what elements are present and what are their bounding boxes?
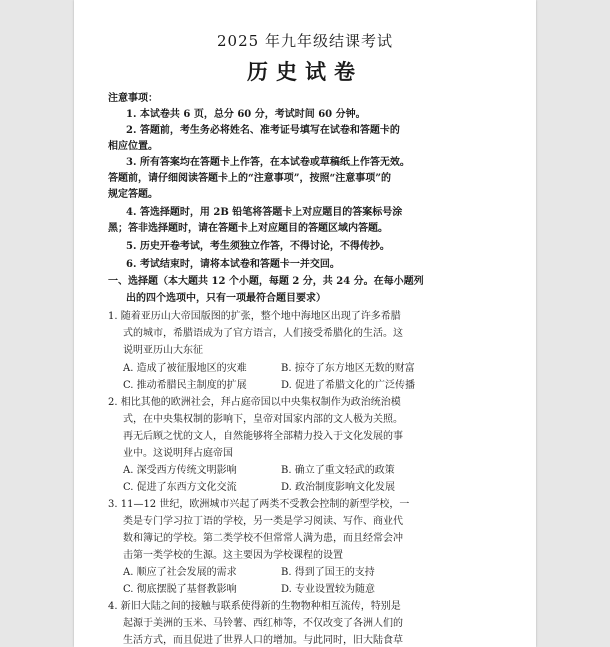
note-line: 6. 考试结束时，请将本试卷和答题卡一并交回。	[126, 259, 340, 270]
question-3-option-a: A. 顺应了社会发展的需求	[123, 567, 237, 578]
section-heading-cont: 出的四个选项中，只有一项最符合题目要求）	[126, 293, 326, 304]
question-3-option-d: D. 专业设置较为随意	[281, 584, 376, 595]
exam-page	[74, 0, 536, 647]
question-3-option-b: B. 得到了国王的支持	[281, 567, 375, 578]
question-1-option-d: D. 促进了希腊文化的广泛传播	[281, 380, 416, 391]
subject-title: 历史试卷	[247, 59, 363, 84]
question-1-stem: 式的城市，希腊语成为了官方语言，人们接受希腊化的生活。这	[123, 328, 403, 339]
question-3-stem: 3. 11—12 世纪，欧洲城市兴起了两类不受教会控制的新型学校，一	[108, 499, 410, 510]
question-1-option-a: A. 造成了被征服地区的灾难	[123, 363, 247, 374]
question-1-option-b: B. 掠夺了东方地区无数的财富	[281, 363, 415, 374]
question-4-stem: 起源于美洲的玉米、马铃薯、西红柿等，不仅改变了各洲人们的	[123, 618, 403, 629]
question-2-option-d: D. 政治制度影响文化发展	[281, 482, 396, 493]
question-1-stem: 说明亚历山大东征	[123, 345, 203, 356]
notes-heading: 注意事项：	[108, 93, 158, 104]
note-line: 2. 答题前，考生务必将姓名、准考证号填写在试卷和答题卡的	[126, 125, 400, 136]
question-2-option-c: C. 促进了东西方文化交流	[123, 482, 237, 493]
note-line: 相应位置。	[108, 141, 158, 152]
section-heading: 一、选择题（本大题共 12 个小题，每题 2 分，共 24 分。在每小题列	[108, 276, 424, 287]
question-2-stem: 式，在中央集权制的影响下，皇帝对国家内部的文人极为关照。	[123, 414, 403, 425]
question-4-stem: 生活方式，而且促进了世界人口的增加。与此同时，旧大陆食草	[123, 635, 403, 646]
question-3-stem: 数和簿记的学校。第二类学校不但常常人满为患，而且经常会冲	[123, 533, 403, 544]
note-line: 黑；答非选择题时，请在答题卡上对应题目的答题区域内答题。	[108, 223, 388, 234]
note-line: 5. 历史开卷考试，考生须独立作答，不得讨论，不得传抄。	[126, 241, 390, 252]
exam-title: 2025 年九年级结课考试	[217, 32, 393, 50]
question-1-stem: 1. 随着亚历山大帝国版图的扩张，整个地中海地区出现了许多希腊	[108, 311, 401, 322]
note-line: 答题前，请仔细阅读答题卡上的“注意事项”，按照“注意事项”的	[108, 173, 392, 184]
question-2-stem: 再无后顾之忧的文人，自然能够将全部精力投入于文化发展的事	[123, 431, 403, 442]
question-4-stem: 4. 新旧大陆之间的接触与联系使得新的生物物种相互流传，特别是	[108, 601, 401, 612]
question-2-stem: 业中。这说明拜占庭帝国	[123, 448, 233, 459]
question-2-option-a: A. 深受西方传统文明影响	[123, 465, 237, 476]
note-line: 3. 所有答案均在答题卡上作答，在本试卷或草稿纸上作答无效。	[126, 157, 410, 168]
question-3-option-c: C. 彻底摆脱了基督教影响	[123, 584, 237, 595]
question-1-option-c: C. 推动希腊民主制度的扩展	[123, 380, 247, 391]
note-line: 4. 答选择题时，用 2B 铅笔将答题卡上对应题目的答案标号涂	[126, 207, 403, 218]
question-2-stem: 2. 相比其他的欧洲社会，拜占庭帝国以中央集权制作为政治统治模	[108, 397, 401, 408]
note-line: 规定答题。	[108, 189, 158, 200]
question-3-stem: 类是专门学习拉丁语的学校，另一类是学习阅读、写作、商业代	[123, 516, 403, 527]
question-3-stem: 击第一类学校的生源。这主要因为学校课程的设置	[123, 550, 343, 561]
question-2-option-b: B. 确立了重文轻武的政策	[281, 465, 395, 476]
note-line: 1. 本试卷共 6 页，总分 60 分，考试时间 60 分钟。	[126, 109, 366, 120]
